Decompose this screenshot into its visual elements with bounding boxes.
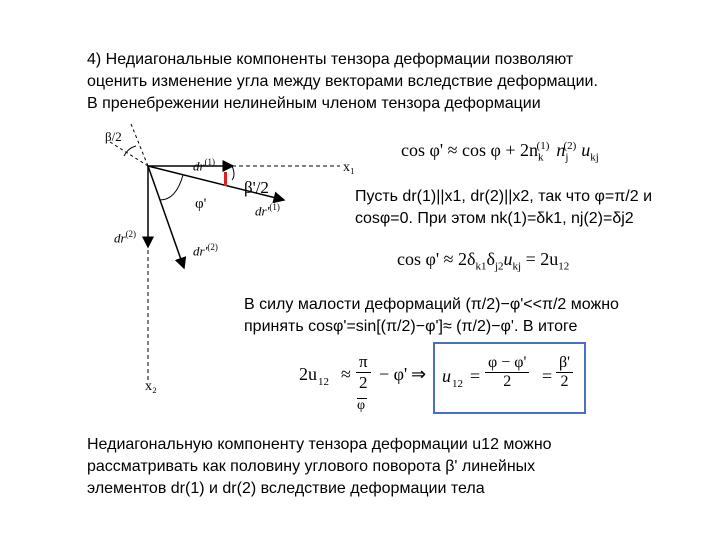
assumption-line-1: Пусть dr(1)||x1, dr(2)||x2, так что φ=π/2 и: [355, 188, 652, 205]
x2-label: x₂: [145, 379, 157, 394]
conclusion-paragraph: [87, 434, 687, 500]
result-box: u 12 = $\frac{\varphi - \varphi'}{2}$ = $\frac{\beta'}{2}$: [433, 342, 586, 414]
conclusion-line-2: рассматривать как половину углового поворота β' линейных: [87, 458, 536, 475]
assumption-line-2: cosφ=0. При этом nk(1)=δk1, nj(2)=δj2: [355, 210, 634, 227]
red-angle-marker: [224, 172, 227, 186]
aux-line-1: [110, 142, 148, 166]
dr2-prime-vector: [148, 166, 184, 268]
dr1-prime-label: $dr'^{(1)}$: [255, 202, 280, 219]
smallness-line-1: В силу малости деформаций (π/2)−φ'<<π/2 можно: [244, 296, 619, 313]
aux-line-2: [131, 124, 148, 166]
intro-line-1: 4) Недиагональные компоненты тензора деформации позволяют: [87, 51, 574, 68]
assumption-paragraph: [355, 186, 685, 230]
dr2-label: $dr^{(2)}$: [114, 229, 137, 246]
x1-label: x₁: [343, 160, 355, 175]
beta-prime-arc: [232, 166, 234, 180]
equation-cos-general: $\cos \varphi' \approx \cos \varphi + 2n_k^{(1)}$ $n_j^{(2)}$ $u_{kj}$: [401, 140, 599, 164]
dr2-prime-label: $dr'^{(2)}$: [193, 242, 218, 259]
dr1-label: $dr^{(1)}$: [193, 157, 216, 174]
conclusion-line-1: Недиагональную компоненту тензора деформации u12 можно: [87, 436, 552, 453]
beta-half-label: β/2: [105, 129, 122, 144]
conclusion-line-3: элементов dr(1) и dr(2) вследствие деформации тела: [87, 480, 485, 497]
beta-half-arc: [124, 146, 136, 156]
beta-prime-half-label: β'/2: [244, 178, 269, 197]
intro-line-3: В пренебрежении нелинейным членом тензора деформации: [87, 95, 541, 112]
equation-cos-specific: $\cos \varphi' \approx 2\delta_{k1}\delta_{j2}u_{kj} = 2u_{12}$: [397, 249, 570, 273]
intro-line-2: оценить изменение угла между векторами вследствие деформации.: [87, 73, 598, 90]
smallness-paragraph: [244, 294, 704, 338]
phi-prime-label: φ': [195, 196, 207, 212]
smallness-line-2: принять cosφ'=sin[(π/2)−φ']≈ (π/2)−φ'. В итоге: [244, 318, 578, 335]
phi-prime-arc: [160, 175, 183, 200]
